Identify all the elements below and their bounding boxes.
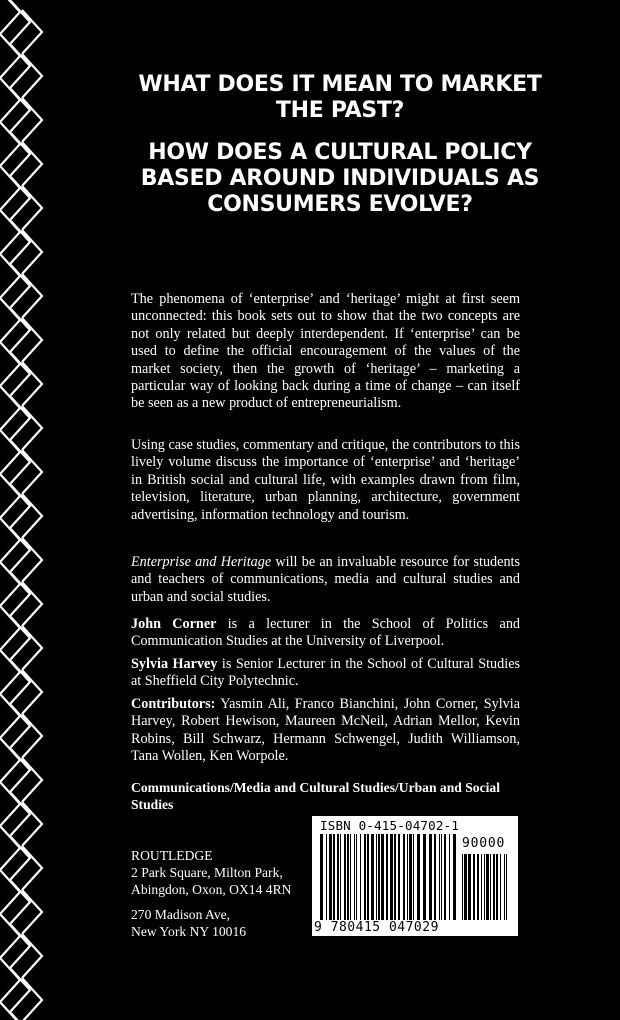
barcode-bar — [320, 834, 323, 920]
barcode-bar — [340, 834, 341, 920]
barcode-bar — [464, 854, 467, 920]
headline-question-1: WHAT DOES IT MEAN TO MARKET THE PAST? — [138, 72, 542, 123]
zigzag-segment — [0, 694, 42, 758]
headline-question-2: HOW DOES A CULTURAL POLICY BASED AROUND INDIVIDUALS AS CONSUMERS EVOLVE? — [140, 140, 540, 217]
publisher-name: ROUTLEDGE — [131, 848, 213, 863]
subject-categories: Communications/Media and Cultural Studies/Urban and Social Studies — [131, 780, 500, 813]
barcode-bar — [354, 834, 355, 920]
editor-bio-text-2: is Senior Lecturer in the School of Cultural Studies at Sheffield City Polytechnic. — [131, 656, 521, 690]
zigzag-segment — [0, 826, 42, 890]
zigzag-segment — [0, 606, 42, 670]
barcode-bar — [500, 854, 501, 920]
contributors-names: Yasmin Ali, Franco Bianchini, John Corner, Sylvia Harvey, Robert Hewison, Maureen McNeil, Adrian Mellor, Kevin Robins, Bill Schwarz, Hermann Schwengel, Judith Williamson, Tana Wollen, Ken Worpole. — [131, 696, 520, 765]
zigzag-border-pattern — [0, 0, 44, 1020]
publisher-info — [131, 848, 311, 941]
book-title: Enterprise and Heritage — [131, 554, 272, 570]
zigzag-segment — [0, 78, 42, 142]
editor-name-1: John Corner — [131, 616, 217, 632]
barcode-bar — [434, 834, 436, 920]
barcode-bar — [468, 854, 471, 920]
barcode-bar — [484, 854, 485, 920]
blurb-paragraph-1: The phenomena of ‘enterprise’ and ‘heritage’ might at first seem unconnected: this book sets out to show that the two concepts are not only related but deeply interdependent. If ‘enterprise’ can be used to define the official encouragement of the values of the market society, then the growth of ‘heritage’ – marketing a particular way of looking back during a time of change – can itself be seen as a new product of entrepreneurialism. — [131, 291, 520, 412]
barcode-bar — [398, 834, 400, 920]
zigzag-segment — [0, 0, 42, 54]
zigzag-segment — [0, 386, 42, 450]
price-addon-number: 90000 — [462, 836, 506, 851]
zigzag-segment — [0, 958, 42, 1020]
barcode-bar — [367, 834, 369, 920]
barcode-bar — [493, 854, 495, 920]
zigzag-segment — [0, 562, 42, 626]
barcode-bar — [496, 854, 498, 920]
barcode-bar — [360, 834, 361, 920]
barcode-bar — [390, 834, 393, 920]
barcode-bar — [409, 834, 412, 920]
barcode-bar — [453, 834, 456, 920]
barcode-bar — [413, 834, 414, 920]
zigzag-segment — [0, 914, 42, 978]
barcode-bar — [371, 834, 374, 920]
barcode-bar — [344, 834, 346, 920]
publisher-address-uk-1: 2 Park Square, Milton Park, — [131, 864, 283, 880]
barcode-bar — [350, 834, 351, 920]
barcode-bar — [504, 854, 505, 920]
blurb-paragraph-3 — [131, 554, 520, 606]
editor-bio-text-1: is a lecturer in the School of Politics and Communication Studies at the University of Liverpool. — [131, 616, 521, 650]
zigzag-segment — [0, 34, 42, 98]
publisher-address-uk-2: Abingdon, Oxon, OX14 4RN — [131, 881, 292, 897]
barcode-bar — [439, 834, 440, 920]
contributors-label: Contributors: — [131, 696, 216, 712]
barcode-bar — [429, 834, 432, 920]
barcode-bar — [441, 834, 442, 920]
zigzag-segment — [0, 738, 42, 802]
barcode-bar — [378, 834, 380, 920]
blurb-paragraph-3-text: will be an invaluable resource for students and teachers of communications, media and cultural studies and urban and social studies. — [131, 554, 521, 605]
barcode-bar — [486, 854, 489, 920]
barcode-bar — [394, 834, 396, 920]
barcode-bar — [473, 854, 475, 920]
barcode-bar — [364, 834, 366, 920]
zigzag-segment — [0, 298, 42, 362]
barcode-bar — [417, 834, 420, 920]
zigzag-segment — [0, 474, 42, 538]
ean-number: 9 780415 047029 — [314, 920, 439, 935]
contributors-list — [131, 696, 520, 766]
zigzag-segment — [0, 254, 42, 318]
barcode-bar — [347, 834, 349, 920]
editor-bio-2 — [131, 656, 520, 691]
barcode-bar — [481, 854, 482, 920]
ean-barcode-bars — [320, 834, 456, 920]
editor-bio-1 — [131, 616, 520, 651]
zigzag-segment — [0, 430, 42, 494]
zigzag-segment — [0, 166, 42, 230]
zigzag-segment — [0, 518, 42, 582]
barcode-bar — [462, 854, 463, 920]
isbn-barcode — [312, 816, 518, 936]
isbn-number: ISBN 0-415-04702-1 — [320, 818, 460, 833]
zigzag-segment — [0, 870, 42, 934]
barcode-bar — [506, 854, 507, 920]
barcode-bar — [329, 834, 332, 920]
barcode-bar — [326, 834, 327, 920]
barcode-bar — [449, 834, 450, 920]
zigzag-segment — [0, 122, 42, 186]
barcode-bar — [403, 834, 405, 920]
barcode-bar — [407, 834, 408, 920]
publisher-address-us-1: 270 Madison Ave, — [131, 907, 231, 923]
barcode-bar — [376, 834, 377, 920]
barcode-bar — [477, 854, 479, 920]
zigzag-segment — [0, 782, 42, 846]
barcode-bar — [386, 834, 388, 920]
barcode-bar — [333, 834, 335, 920]
barcode-bar — [356, 834, 357, 920]
zigzag-segment — [0, 342, 42, 406]
barcode-bar — [423, 834, 426, 920]
zigzag-segment — [0, 1002, 42, 1020]
barcode-bar — [444, 834, 446, 920]
barcode-bar — [490, 854, 491, 920]
zigzag-segment — [0, 650, 42, 714]
editor-name-2: Sylvia Harvey — [131, 656, 218, 672]
zigzag-segment — [0, 210, 42, 274]
barcode-bar — [337, 834, 339, 920]
blurb-paragraph-2: Using case studies, commentary and critique, the contributors to this lively volume discuss the importance of ‘enterprise’ and ‘heritage’ in British social and cultural life, with examples drawn from film, television, literature, urban planning, architecture, government advertising, information technology and tourism. — [131, 437, 520, 523]
addon-barcode-bars — [462, 854, 508, 920]
publisher-address-us-2: New York NY 10016 — [131, 924, 247, 940]
barcode-bar — [381, 834, 384, 920]
